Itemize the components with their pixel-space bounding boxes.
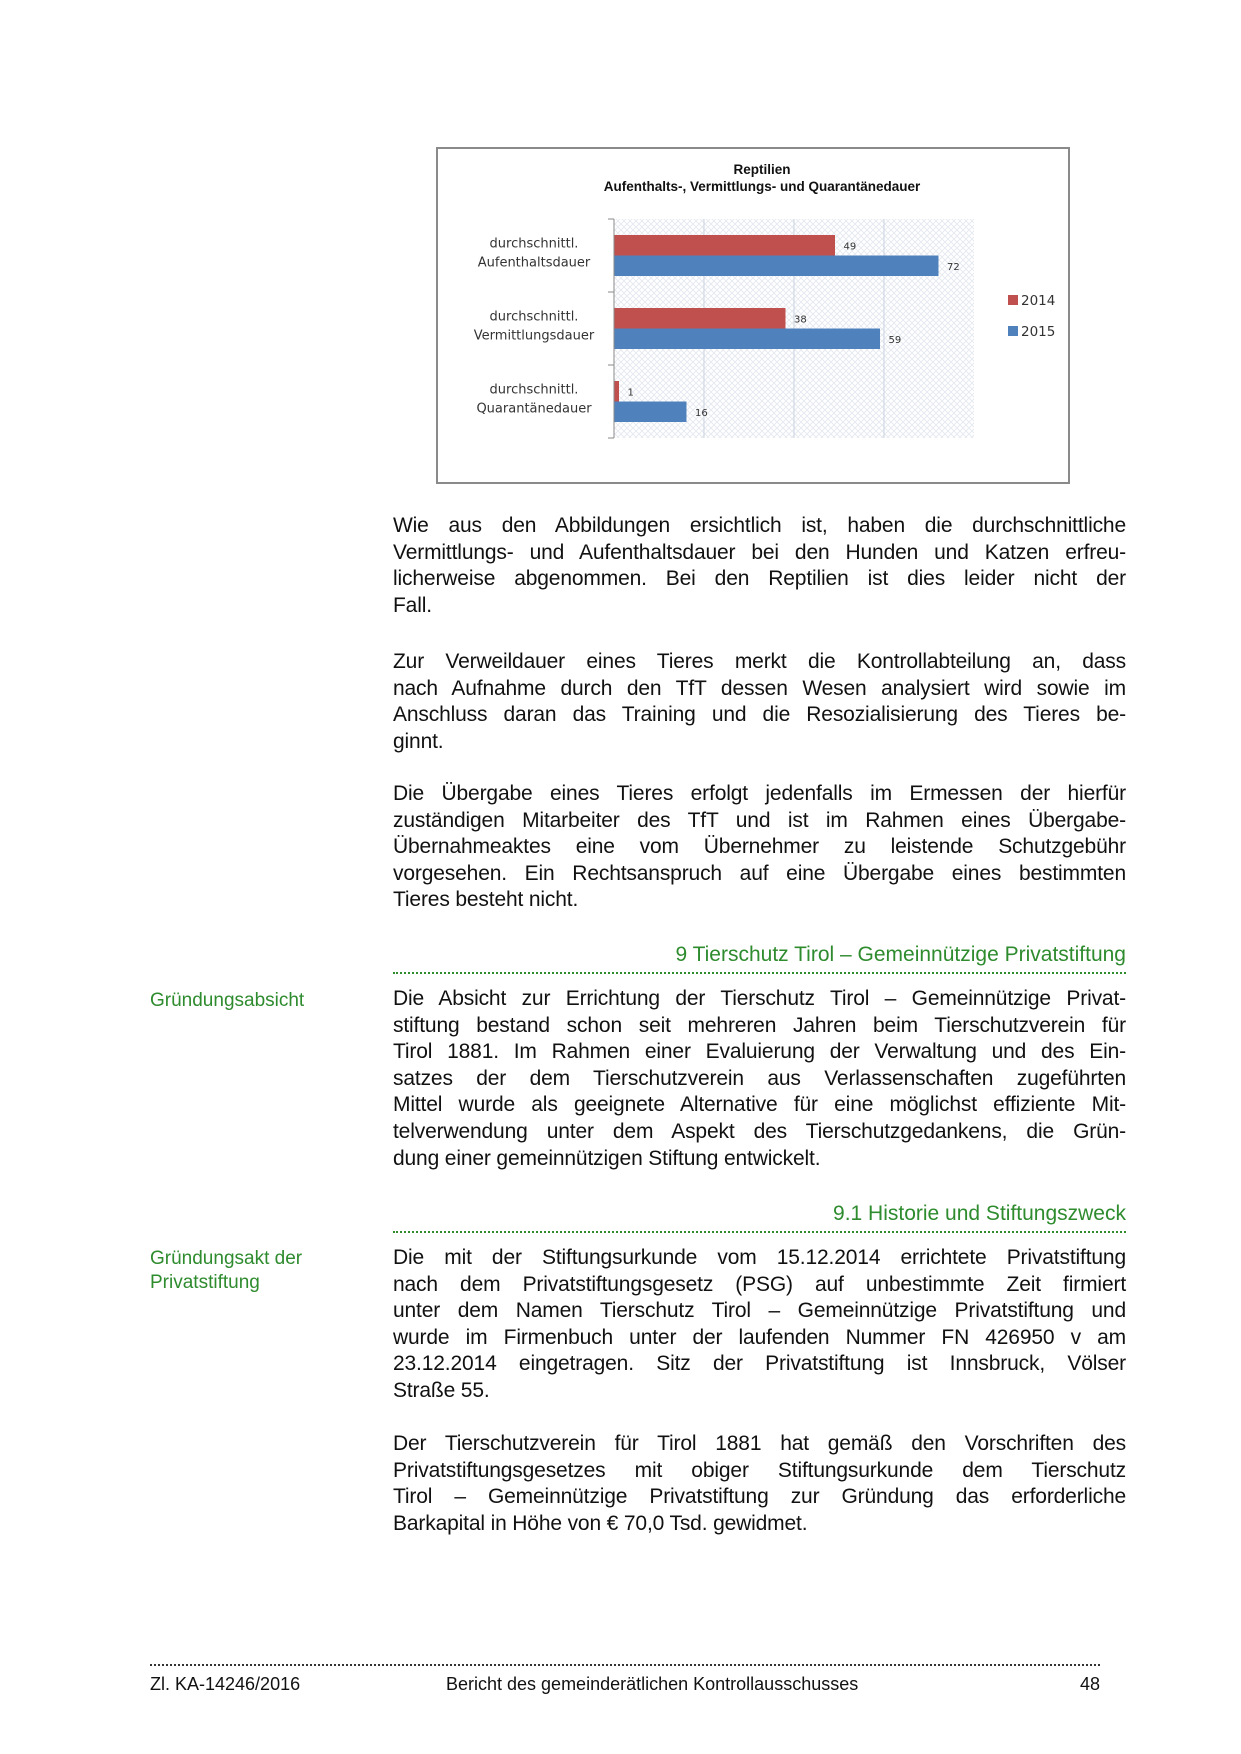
footer-reference: Zl. KA-14246/2016	[150, 1674, 301, 1694]
text-line: Mittel wurde als geeignete Alternative für eine möglichst effiziente Mit-	[393, 1093, 1126, 1117]
text-line: Fall.	[393, 593, 432, 617]
text-line: licherweise abgenommen. Bei den Reptilien ist dies leider nicht der	[393, 567, 1126, 591]
category-label: durchschnittl.	[489, 236, 579, 252]
page-number: 48	[1079, 1674, 1100, 1694]
text-line: 23.12.2014 eingetragen. Sitz der Privatstiftung ist Innsbruck, Völser	[393, 1352, 1126, 1376]
data-label: 72	[947, 261, 960, 273]
bar-2014	[615, 381, 620, 402]
paragraph-5	[393, 1245, 1126, 1405]
legend-label: 2014	[1021, 293, 1056, 309]
category-label: durchschnittl.	[489, 382, 579, 398]
section-heading-9-1: 9.1 Historie und Stiftungszweck	[833, 1202, 1126, 1225]
text-line: satzes der dem Tierschutzverein aus Verlassenschaften zugeführten	[393, 1066, 1126, 1090]
bar-2015	[615, 402, 687, 423]
paragraph-2	[393, 649, 1126, 755]
chart-title: Reptilien	[733, 162, 791, 177]
text-line: Die Absicht zur Errichtung der Tierschutz Tirol – Gemeinnützige Privat-	[393, 987, 1126, 1010]
text-line: Vermittlungs- und Aufenthaltsdauer bei den Hunden und Katzen erfreu-	[393, 540, 1126, 564]
text-line: zuständigen Mitarbeiter des TfT und ist im Rahmen eines Übergabe-	[393, 808, 1126, 832]
footer-divider	[150, 1664, 1100, 1666]
text-line: Die Übergabe eines Tieres erfolgt jedenfalls im Ermessen der hierfür	[393, 782, 1126, 805]
data-label: 49	[843, 241, 857, 253]
chart-subtitle: Aufenthalts-, Vermittlungs- und Quarantänedauer	[603, 179, 921, 194]
text-line: ginnt.	[393, 729, 444, 753]
paragraph-6	[393, 1431, 1126, 1537]
text-line: Zur Verweildauer eines Tieres merkt die Kontrollabteilung an, dass	[393, 650, 1126, 673]
sidebar-label-line: Gründungsakt der	[150, 1248, 303, 1269]
text-line: Anschluss daran das Training und die Resozialisierung des Tieres be-	[393, 703, 1126, 727]
text-line: nach dem Privatstiftungsgesetz (PSG) auf unbestimmte Zeit firmiert	[393, 1272, 1126, 1296]
category-label: Vermittlungsdauer	[473, 328, 595, 344]
bar-2014	[615, 308, 786, 329]
category-label: durchschnittl.	[489, 309, 579, 325]
paragraph-1	[393, 513, 1126, 619]
text-line: Straße 55.	[393, 1378, 490, 1402]
text-line: unter dem Namen Tierschutz Tirol – Gemeinnützige Privatstiftung und	[393, 1299, 1126, 1323]
category-label: Aufenthaltsdauer	[477, 255, 591, 271]
text-line: Tieres besteht nicht.	[393, 888, 579, 912]
text-line: Wie aus den Abbildungen ersichtlich ist, haben die durchschnittliche	[393, 514, 1126, 537]
text-line: stiftung bestand schon seit mehreren Jahren beim Tierschutzverein für	[393, 1013, 1126, 1037]
text-line: Privatstiftungsgesetzes mit obiger Stiftungsurkunde dem Tierschutz	[393, 1458, 1126, 1482]
data-label: 1	[627, 387, 634, 399]
footer-title: Bericht des gemeinderätlichen Kontrollausschusses	[446, 1674, 859, 1694]
section-heading-9: 9 Tierschutz Tirol – Gemeinnützige Privatstiftung	[675, 943, 1126, 966]
data-label: 16	[695, 407, 708, 419]
bar-chart	[438, 149, 1072, 486]
category-label: Quarantänedauer	[476, 401, 592, 417]
bar-2014	[615, 235, 836, 256]
legend-label: 2015	[1021, 324, 1056, 340]
text-line: vorgesehen. Ein Rechtsanspruch auf eine Übergabe eines bestimmten	[393, 861, 1126, 885]
text-line: dung einer gemeinnützigen Stiftung entwickelt.	[393, 1146, 821, 1170]
legend-swatch-2015	[1008, 326, 1018, 336]
text-line: Übernahmeaktes eine vom Übernehmer zu leistende Schutzgebühr	[393, 835, 1126, 859]
sidebar-label-gruendungsabsicht: Gründungsabsicht	[150, 990, 305, 1011]
chart-reptilien	[436, 147, 1070, 484]
bar-2015	[615, 256, 939, 277]
bar-2015	[615, 329, 881, 350]
sidebar-label-gruendungsakt	[150, 1247, 370, 1295]
legend-swatch-2014	[1008, 295, 1018, 305]
text-line: Barkapital in Höhe von € 70,0 Tsd. gewidmet.	[393, 1511, 808, 1535]
heading-divider	[393, 1231, 1126, 1233]
sidebar-label-line: Privatstiftung	[150, 1272, 260, 1293]
text-line: Der Tierschutzverein für Tirol 1881 hat gemäß den Vorschriften des	[393, 1432, 1126, 1455]
text-line: telverwendung unter dem Aspekt des Tierschutzgedankens, die Grün-	[393, 1119, 1126, 1143]
heading-divider	[393, 972, 1126, 974]
text-line: nach Aufnahme durch den TfT dessen Wesen analysiert wird sowie im	[393, 676, 1126, 700]
text-line: Tirol – Gemeinnützige Privatstiftung zur Gründung das erforderliche	[393, 1485, 1126, 1509]
data-label: 59	[888, 334, 902, 346]
data-label: 38	[794, 314, 807, 326]
paragraph-3	[393, 781, 1126, 914]
text-line: Die mit der Stiftungsurkunde vom 15.12.2014 errichtete Privatstiftung	[393, 1246, 1126, 1269]
paragraph-4	[393, 986, 1126, 1172]
text-line: wurde im Firmenbuch unter der laufenden Nummer FN 426950 v am	[393, 1325, 1126, 1349]
text-line: Tirol 1881. Im Rahmen einer Evaluierung der Verwaltung und des Ein-	[393, 1040, 1126, 1064]
